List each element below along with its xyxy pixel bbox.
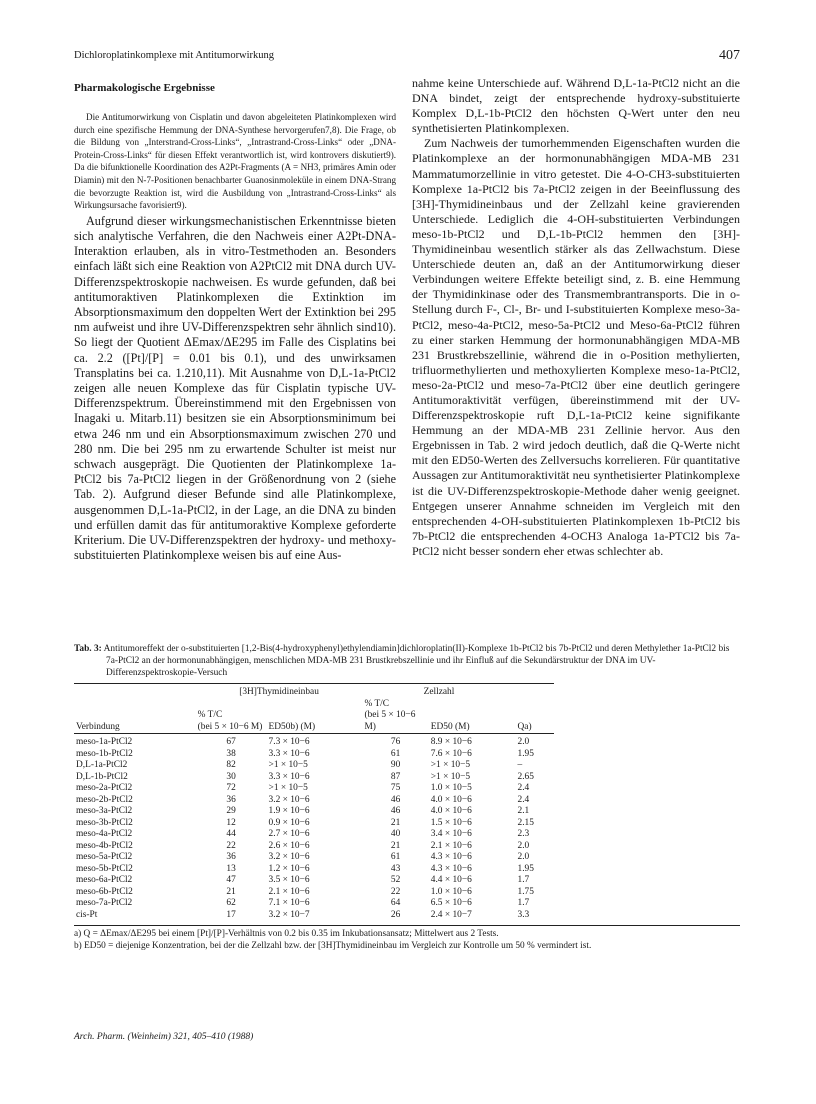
tc-sublabel: (bei 5 × 10−6 M) <box>197 721 263 732</box>
value-cell: 76 <box>390 737 401 748</box>
footnote-a: a) Q = ΔEmax/ΔE295 bei einem [Pt]/[P]-Verhältnis von 0.2 bis 0.35 im Inkubationsansatz; Mittelwert aus 2 Tests. <box>74 929 499 940</box>
left-column <box>74 82 396 563</box>
value-cell: 2.4 <box>517 783 530 794</box>
value-cell: 1.5 × 10−6 <box>430 817 472 828</box>
value-cell: 4.3 × 10−6 <box>430 863 472 874</box>
running-header <box>74 50 740 61</box>
body-paragraph: Zum Nachweis der tumorhemmenden Eigenschaften wurden die Platinkomplexe an der hormonunabhängigen MDA-MB 231 Mammatumorzellinie in vitro getestet. Die 4-O-CH3-substituierten Komplexe 1a-PtCl2 bis 7a-PtCl2 zeigen in der Beeinflussung des [3H]-Thymidineinbaus und der Zellzahl keine gravierenden Unterschiede. Lediglich die 4-OH-substituierten Verbindungen meso-1b-PtCl2 und D,L-1b-PtCl2 hemmen den [3H]-Thymidineinbau wesentlich stärker als das Zellwachstum. Diese Unterschiede deuten an, daß an der Antitumorwirkung dieser Verbindungen weitere Effekte beteiligt sind, z. B. eine Hemmung der Thymidinkinase oder des Transmembrantransports. Die in o-Stellung durch F-, Cl-, Br- und I-substituierten Komplexe meso-3a-PtCl2, meso-4a-PtCl2, meso-5a-PtCl2 und Meso-6a-PtCl2 führen zu einer starken Hemmung der hormonunabhängigen MDA-MB 231 Brustkrebszellinie, während die in o-Position methylierten, trifluormethylierten und methoxylierten Komplexe meso-1a-PtCl2, meso-2a-PtCl2 und meso-7a-PtCl2 über eine deutlich geringere Antitumoraktivität verfügen, übereinstimmend mit der UV-Differenzspektroskopie ruft D,L-1a-PtCl2 keine signifikante Hemmung an der MDA-MB 231 Zellinie hervor. Aus den Ergebnissen in Tab. 2 wird jedoch deutlich, daß die Q-Werte nicht mit den ED50-Werten des Zellversuchs korrelieren. Für quantitative Aussagen zur Antitumoraktivität neu synthetisierter Platinkomplexe ist die UV-Differenzspektroskopie-Methode daher wenig geeignet. Entgegen unserer Annahme schneiden im Vergleich mit den entsprechenden 4-OH-substituierten Platinkomplexen 1b-PtCl2 bis 7b-PtCl2 die entsprechenden 4-OCH3 Analoga 1a-PTCl2 bis 7a-PtCl2 nicht besser sondern eher etwas schlechter ab. <box>412 136 740 558</box>
value-cell: 82 <box>226 760 236 771</box>
table-label: Tab. 3: <box>74 644 102 654</box>
value-cell: 4.0 × 10−6 <box>430 794 472 805</box>
compound-cell: meso-5b-PtCl2 <box>76 863 133 874</box>
value-cell: 2.65 <box>517 771 534 782</box>
value-cell: 2.0 <box>517 737 530 748</box>
page-number: 407 <box>719 48 740 63</box>
value-cell: 1.0 × 10−6 <box>430 886 472 897</box>
table-row <box>74 795 554 807</box>
group-header-thymidin: [3H]Thymidineinbau <box>239 687 319 698</box>
col-header-verbindung: Verbindung <box>76 721 120 732</box>
value-cell: 2.0 <box>517 852 530 863</box>
abstract-paragraph: Die Antitumorwirkung von Cisplatin und davon abgeleiteten Platinkomplexen wird durch eine spezifische Hemmung der DNA-Synthese hervorgerufen7,8). Die Frage, ob die Bildung von „Interstrand-Cross-Links“, „Intrastrand-Cross-Links“ oder „DNA-Protein-Cross-Links“ für diesen Effekt verantwortlich ist, wird kontrovers diskutiert9). Da die bifunktionelle Koordination des A2Pt-Fragments (A = NH3, primäres Amin oder Diamin) mit den N-7-Positionen benachbarter Guanosinmoleküle in einem DNA-Strang die bevorzugte Reaktion ist, wird die Ausbildung von „Intrastrand-Cross-Links“ als Wirkungsursache favorisiert9). <box>74 112 396 211</box>
value-cell: 3.2 × 10−7 <box>268 909 310 920</box>
table-row <box>74 875 554 887</box>
journal-citation: Arch. Pharm. (Weinheim) 321, 405–410 (1988) <box>74 1032 254 1042</box>
col-header-tc-zellzahl <box>362 699 428 734</box>
value-cell: 3.2 × 10−6 <box>268 852 310 863</box>
compound-cell: meso-6b-PtCl2 <box>76 886 133 897</box>
compound-cell: meso-5a-PtCl2 <box>76 852 133 863</box>
value-cell: 47 <box>226 875 236 886</box>
tc-label: % T/C <box>364 698 390 709</box>
value-cell: 17 <box>226 909 236 920</box>
value-cell: 21 <box>390 840 401 851</box>
header-spacer <box>74 684 196 699</box>
value-cell: 7.6 × 10−6 <box>430 748 472 759</box>
table-row <box>74 772 554 784</box>
compound-cell: meso-4b-PtCl2 <box>76 840 133 851</box>
compound-cell: cis-Pt <box>76 909 98 920</box>
group-header-zellzahl: Zellzahl <box>423 687 455 698</box>
value-cell: 1.7 <box>517 898 530 909</box>
table-row <box>74 783 554 795</box>
value-cell: 12 <box>226 817 236 828</box>
table-row <box>74 910 554 922</box>
value-cell: 64 <box>390 898 401 909</box>
col-header-ed50-thymidin: ED50b) (M) <box>268 721 316 732</box>
value-cell: 22 <box>226 840 236 851</box>
value-cell: 52 <box>390 875 401 886</box>
table-row <box>74 852 554 864</box>
value-cell: 1.9 × 10−6 <box>268 806 310 817</box>
value-cell: 2.1 × 10−6 <box>268 886 310 897</box>
compound-cell: meso-3a-PtCl2 <box>76 806 133 817</box>
table-row <box>74 760 554 772</box>
compound-cell: D,L-1b-PtCl2 <box>76 771 128 782</box>
tc-sublabel: (bei 5 × 10−6 M) <box>364 710 416 732</box>
value-cell: 3.3 × 10−6 <box>268 771 310 782</box>
value-cell: 3.3 <box>517 909 530 920</box>
table-row <box>74 806 554 818</box>
value-cell: 1.95 <box>517 863 534 874</box>
body-paragraph-continued: nahme keine Unterschiede auf. Während D,L-1a-PtCl2 nicht an die DNA bindet, zeigt der entsprechende hydroxy-substituierte Komplex D,L-1b-PtCl2 den höchsten Q-Wert unter den neu synthetisierten Platinkomplexen. <box>412 76 740 136</box>
value-cell: 1.95 <box>517 748 534 759</box>
footnotes <box>74 925 740 952</box>
value-cell: 26 <box>390 909 401 920</box>
compound-cell: meso-2b-PtCl2 <box>76 794 133 805</box>
value-cell: 61 <box>390 852 401 863</box>
compound-cell: meso-7a-PtCl2 <box>76 898 133 909</box>
value-cell: – <box>517 760 523 771</box>
table-body <box>74 734 554 922</box>
value-cell: 62 <box>226 898 236 909</box>
value-cell: 2.4 × 10−7 <box>430 909 472 920</box>
value-cell: 40 <box>390 829 401 840</box>
value-cell: >1 × 10−5 <box>430 760 471 771</box>
value-cell: 7.1 × 10−6 <box>268 898 310 909</box>
value-cell: 2.3 <box>517 829 530 840</box>
value-cell: >1 × 10−5 <box>268 760 308 771</box>
value-cell: 29 <box>226 806 236 817</box>
value-cell: >1 × 10−5 <box>268 783 308 794</box>
table-row <box>74 864 554 876</box>
right-column <box>412 76 740 559</box>
value-cell: 1.7 <box>517 875 530 886</box>
value-cell: 4.3 × 10−6 <box>430 852 472 863</box>
table-3 <box>74 644 740 953</box>
section-title: Pharmakologische Ergebnisse <box>74 82 215 94</box>
compound-cell: meso-6a-PtCl2 <box>76 875 133 886</box>
compound-cell: meso-1a-PtCl2 <box>76 737 133 748</box>
compound-cell: meso-2a-PtCl2 <box>76 783 133 794</box>
value-cell: 43 <box>390 863 401 874</box>
table-row <box>74 829 554 841</box>
compound-cell: meso-1b-PtCl2 <box>76 748 133 759</box>
value-cell: 36 <box>226 794 236 805</box>
value-cell: 44 <box>226 829 236 840</box>
compound-cell: meso-3b-PtCl2 <box>76 817 133 828</box>
value-cell: 2.0 <box>517 840 530 851</box>
table-row <box>74 841 554 853</box>
value-cell: 4.0 × 10−6 <box>430 806 472 817</box>
value-cell: 67 <box>226 737 236 748</box>
table-row <box>74 749 554 761</box>
value-cell: 1.75 <box>517 886 534 897</box>
compound-cell: D,L-1a-PtCl2 <box>76 760 128 771</box>
value-cell: 38 <box>226 748 236 759</box>
value-cell: 22 <box>390 886 401 897</box>
value-cell: 3.2 × 10−6 <box>268 794 310 805</box>
tc-label: % T/C <box>197 710 223 721</box>
value-cell: 36 <box>226 852 236 863</box>
value-cell: 6.5 × 10−6 <box>430 898 472 909</box>
value-cell: 2.15 <box>517 817 534 828</box>
value-cell: 90 <box>390 760 401 771</box>
footnote-b: b) ED50 = diejenige Konzentration, bei der die Zellzahl bzw. der [3H]Thymidineinbau im Vergleich zur Kontrolle um 50 % vermindert ist. <box>74 940 592 951</box>
value-cell: 13 <box>226 863 236 874</box>
running-title: Dichloroplatinkomplexe mit Antitumorwirkung <box>74 50 275 61</box>
value-cell: 2.4 <box>517 794 530 805</box>
value-cell: 75 <box>390 783 401 794</box>
value-cell: 87 <box>390 771 401 782</box>
body-paragraph: Aufgrund dieser wirkungsmechanistischen Erkenntnisse bieten sich analytische Verfahren, die den Nachweis einer A2Pt-DNA-Interaktion erlauben, als in vitro-Testmethoden an. Besonders einfach läßt sich eine Reaktion von A2PtCl2 mit DNA durch UV-Differenzspektroskopie nachweisen. Es wurde gefunden, daß bei antitumoraktiven Platinkomplexen die Extinktion im Absorptionsmaximum den doppelten Wert der Extinktion bei 295 nm aufweist und ihre UV-Differenzspektren sehr ähnlich sind10). So liegt der Quotient ΔEmax/ΔE295 im Falle des Cisplatins bei ca. 2.2 ([Pt]/[P] = 0.01 bis 0.1), und des unwirksamen Transplatins bei ca. 1.210,11). Mit Ausnahme von D,L-1a-PtCl2 zeigen alle neuen Komplexe das für Cisplatin typische UV-Differenzspektrum. Übereinstimmend mit den Ergebnissen von Inagaki u. Mitarb.11) besitzen sie ein Absorptionsminimum bei etwa 246 nm und ein Absorptionsmaximum zwischen 270 und 280 nm. Die bei 295 nm zu erwartende Schulter ist meist nur schwach ausgeprägt. Die Quotienten der Platinkomplexe 1a-PtCl2 bis 7a-PtCl2 liegen in der Größenordnung von 2 (siehe Tab. 2). Aufgrund dieser Befunde sind alle Platinkomplexe, ausgenommen D,L-1a-PtCl2, in der Lage, an die DNA zu binden und erfüllen damit das für antitumoraktive Komplexe geforderte Kriterium. Die UV-Differenzspektren der hydroxy- und methoxy-substituierten Platinkomplexe weisen bis auf eine Aus- <box>74 213 396 563</box>
value-cell: >1 × 10−5 <box>430 771 471 782</box>
table-caption-text: Antitumoreffekt der o-substituierten [1,2-Bis(4-hydroxyphenyl)ethylendiamin]dichloroplatin(II)-Komplexe 1b-PtCl2 bis 7b-PtCl2 und deren Methylether 1a-PtCl2 bis 7a-PtCl2 an der hormonunabhängigen, menschlichen MDA-MB 231 Brustkrebszellinie und ihr Einfluß auf die Sekundärstruktur der DNA im UV-Differenzspektroskopie-Versuch <box>103 644 730 678</box>
col-header-ed50-zellzahl: ED50 (M) <box>430 721 470 732</box>
compound-cell: meso-4a-PtCl2 <box>76 829 133 840</box>
value-cell: 1.0 × 10−5 <box>430 783 472 794</box>
value-cell: 2.1 <box>517 806 530 817</box>
value-cell: 8.9 × 10−6 <box>430 737 472 748</box>
value-cell: 2.7 × 10−6 <box>268 829 310 840</box>
table-caption <box>74 644 740 679</box>
value-cell: 4.4 × 10−6 <box>430 875 472 886</box>
value-cell: 3.5 × 10−6 <box>268 875 310 886</box>
value-cell: 3.4 × 10−6 <box>430 829 472 840</box>
value-cell: 21 <box>390 817 401 828</box>
value-cell: 21 <box>226 886 236 897</box>
value-cell: 7.3 × 10−6 <box>268 737 310 748</box>
table-row <box>74 818 554 830</box>
value-cell: 2.6 × 10−6 <box>268 840 310 851</box>
table-row <box>74 734 554 749</box>
value-cell: 46 <box>390 794 401 805</box>
col-header-q: Qa) <box>517 721 532 732</box>
value-cell: 61 <box>390 748 401 759</box>
value-cell: 30 <box>226 771 236 782</box>
value-cell: 0.9 × 10−6 <box>268 817 310 828</box>
value-cell: 2.1 × 10−6 <box>430 840 472 851</box>
value-cell: 1.2 × 10−6 <box>268 863 310 874</box>
table-row <box>74 887 554 899</box>
header-spacer <box>516 684 554 699</box>
data-table <box>74 683 554 921</box>
value-cell: 3.3 × 10−6 <box>268 748 310 759</box>
col-header-tc-thymidin <box>196 699 267 734</box>
value-cell: 72 <box>226 783 236 794</box>
value-cell: 46 <box>390 806 401 817</box>
table-row <box>74 898 554 910</box>
